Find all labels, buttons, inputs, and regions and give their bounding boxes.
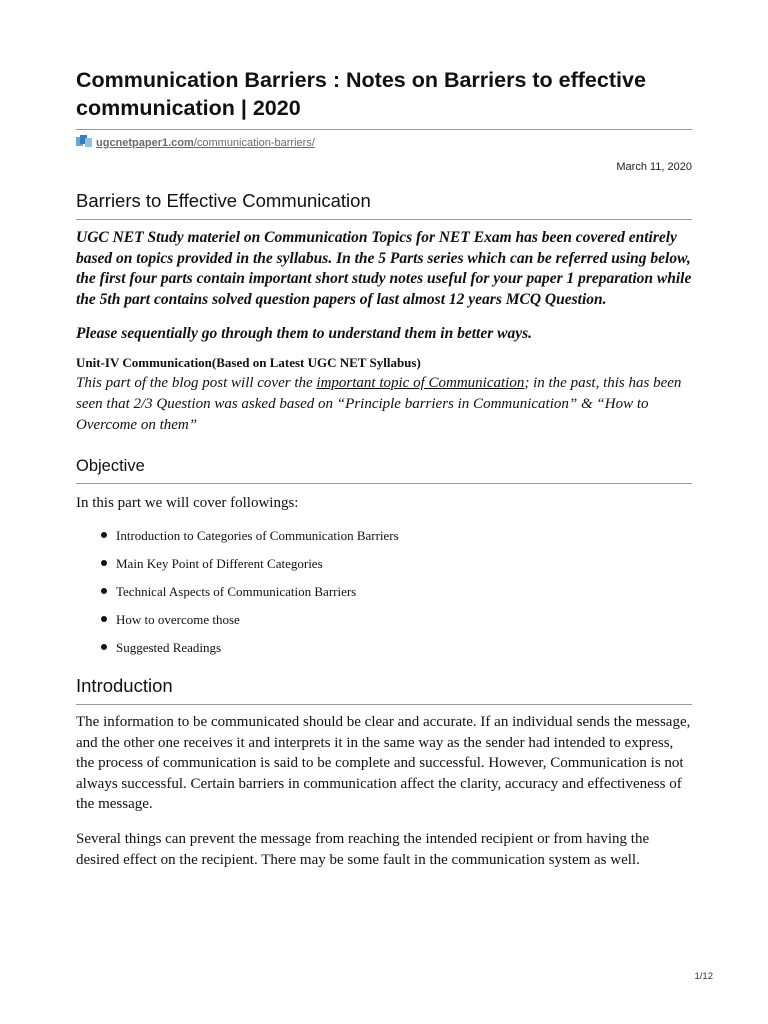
list-item: How to overcome those <box>76 611 692 628</box>
document-page <box>76 66 692 870</box>
list-item: Technical Aspects of Communication Barriers <box>76 583 692 600</box>
bullet-icon <box>101 588 107 594</box>
page-number: 1/12 <box>694 971 713 982</box>
source-link-row <box>76 135 692 151</box>
bullet-icon <box>101 644 107 650</box>
document-title: Communication Barriers : Notes on Barriers to effective communication | 2020 <box>76 68 646 120</box>
intro-paragraph: UGC NET Study materiel on Communication Topics for NET Exam has been covered entirely based on topics provided in the syllabus. In the 5 Parts series which can be referred using below, the first four parts contain important short study notes useful for your paper 1 preparation while the 5th part contains solved question papers of last almost 12 years MCQ Question. <box>76 229 692 308</box>
bullet-icon <box>101 560 107 566</box>
source-domain[interactable]: ugcnetpaper1.com <box>96 137 194 149</box>
blog-text-before: This part of the blog post will cover the <box>76 374 317 391</box>
objective-lead: In this part we will cover followings: <box>76 494 299 511</box>
blog-paragraph <box>76 373 692 436</box>
please-paragraph: Please sequentially go through them to understand them in better ways. <box>76 325 533 342</box>
introduction-paragraph-1: The information to be communicated should be clear and accurate. If an individual sends the message, and the other one receives it and interprets it in the same way as the sender had intended to express, the process of communication is said to be complete and successful. However, Communication is not always successful. Certain barriers in communication affect the clarity, accuracy and effectiveness of the message. <box>76 714 691 813</box>
objective-list <box>76 527 692 656</box>
barriers-heading: Barriers to Effective Communication <box>76 190 371 211</box>
title-divider <box>76 129 692 130</box>
list-item: Introduction to Categories of Communication Barriers <box>76 527 692 544</box>
introduction-divider <box>76 704 692 705</box>
objective-heading: Objective <box>76 456 145 475</box>
source-path[interactable]: /communication-barriers/ <box>193 137 315 149</box>
list-item: Suggested Readings <box>76 639 692 656</box>
source-url-link[interactable] <box>96 136 315 150</box>
unit-label: Unit-IV Communication(Based on Latest UGC NET Syllabus) <box>76 354 421 370</box>
blog-text-after: ; in the past, this has been seen that 2/3 Question was asked based on “Principle barriers in Communication” & “How to Overcome on them” <box>76 374 682 433</box>
objective-divider <box>76 483 692 484</box>
barriers-divider <box>76 219 692 220</box>
link-source-icon <box>76 135 96 151</box>
introduction-heading: Introduction <box>76 675 173 697</box>
publish-date: March 11, 2020 <box>616 161 692 173</box>
introduction-paragraph-2: Several things can prevent the message from reaching the intended recipient or from having the desired effect on the recipient. There may be some fault in the communication system as well. <box>76 831 650 868</box>
list-item: Main Key Point of Different Categories <box>76 555 692 572</box>
bullet-icon <box>101 532 107 538</box>
important-topic-link[interactable]: important topic of Communication <box>316 374 525 391</box>
bullet-icon <box>101 616 107 622</box>
